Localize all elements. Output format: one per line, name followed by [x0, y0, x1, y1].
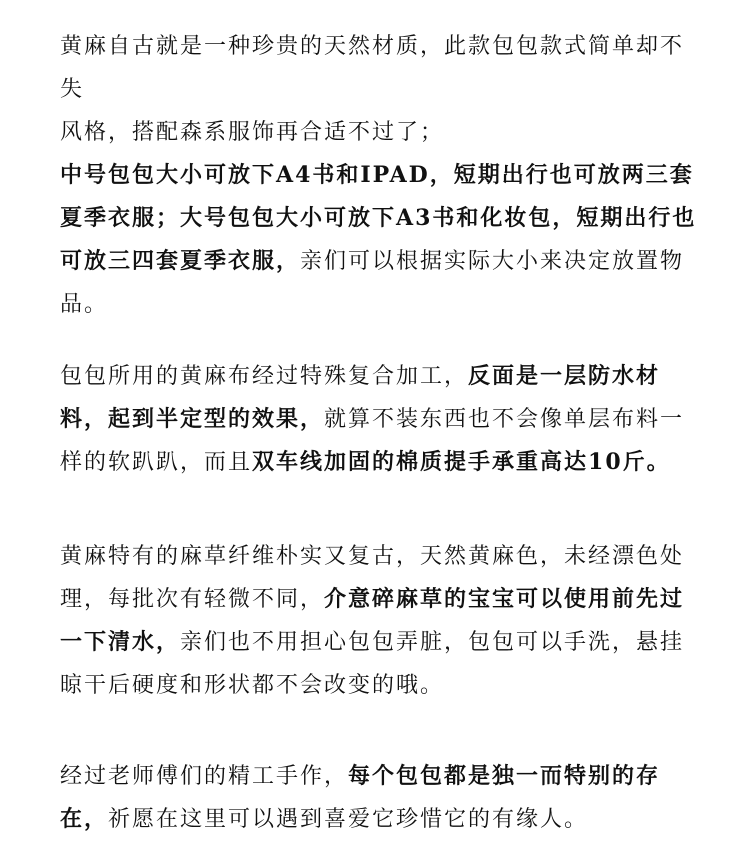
text-line: [60, 664, 700, 707]
bold-text-segment: 反面是一层防水材: [468, 363, 661, 389]
text-line: [60, 798, 700, 841]
bold-text-segment: 介意碎麻草的宝宝可以使用前先过: [324, 586, 685, 612]
text-segment: 黄麻特有的麻草纤维朴实又复古，天然黄麻色，未经漂色处: [60, 544, 685, 569]
text-segment: 理，每批次有轻微不同，: [60, 587, 325, 612]
text-segment: 黄麻自古就是一种珍贵的天然材质，此款包包款式简单却不失: [60, 34, 685, 102]
paragraph-handmade-craft: [60, 755, 700, 841]
text-line: [60, 197, 700, 240]
paragraph-fabric-processing: [60, 355, 700, 484]
bold-text-segment: 一下清水，: [60, 629, 181, 655]
bold-text-segment: 夏季衣服；大号包包大小可放下A3书和化妆包，短期出行也: [60, 205, 697, 231]
text-segment: 晾干后硬度和形状都不会改变的哦。: [60, 673, 445, 698]
text-segment: 祈愿在这里可以遇到喜爱它珍惜它的有缘人。: [108, 807, 589, 832]
text-segment: 亲们也不用担心包包弄脏，包包可以手洗，悬挂: [180, 630, 685, 655]
paragraph-material-and-size: [60, 25, 700, 326]
text-line: [60, 240, 700, 283]
text-segment: 风格，搭配森系服饰再合适不过了；: [60, 120, 445, 145]
text-segment: 经过老师傅们的精工手作，: [60, 764, 349, 789]
text-line: [60, 25, 700, 111]
text-line: [60, 355, 700, 398]
bold-text-segment: 可放三四套夏季衣服，: [60, 248, 301, 274]
text-segment: 样的软趴趴，而且: [60, 450, 253, 475]
bold-text-segment: 料，起到半定型的效果，: [60, 406, 325, 432]
bold-text-segment: 中号包包大小可放下A4书和IPAD，短期出行也可放两三套: [60, 162, 694, 188]
text-segment: 就算不装东西也不会像单层布料一: [324, 407, 685, 432]
text-line: [60, 441, 700, 484]
text-segment: 品。: [60, 292, 109, 317]
text-segment: 包包所用的黄麻布经过特殊复合加工，: [60, 364, 469, 389]
bold-text-segment: 每个包包都是独一而特别的存: [348, 763, 661, 789]
text-line: [60, 621, 700, 664]
text-segment: 亲们可以根据实际大小来决定放置物: [300, 249, 685, 274]
paragraph-jute-fiber-care: [60, 535, 700, 707]
text-line: [60, 535, 700, 578]
text-line: [60, 154, 700, 197]
text-line: [60, 398, 700, 441]
text-line: [60, 111, 700, 154]
text-line: [60, 755, 700, 798]
text-line: [60, 283, 700, 326]
bold-text-segment: 双车线加固的棉质提手承重高达10斤。: [252, 449, 671, 475]
bold-text-segment: 在，: [60, 806, 109, 832]
text-line: [60, 578, 700, 621]
